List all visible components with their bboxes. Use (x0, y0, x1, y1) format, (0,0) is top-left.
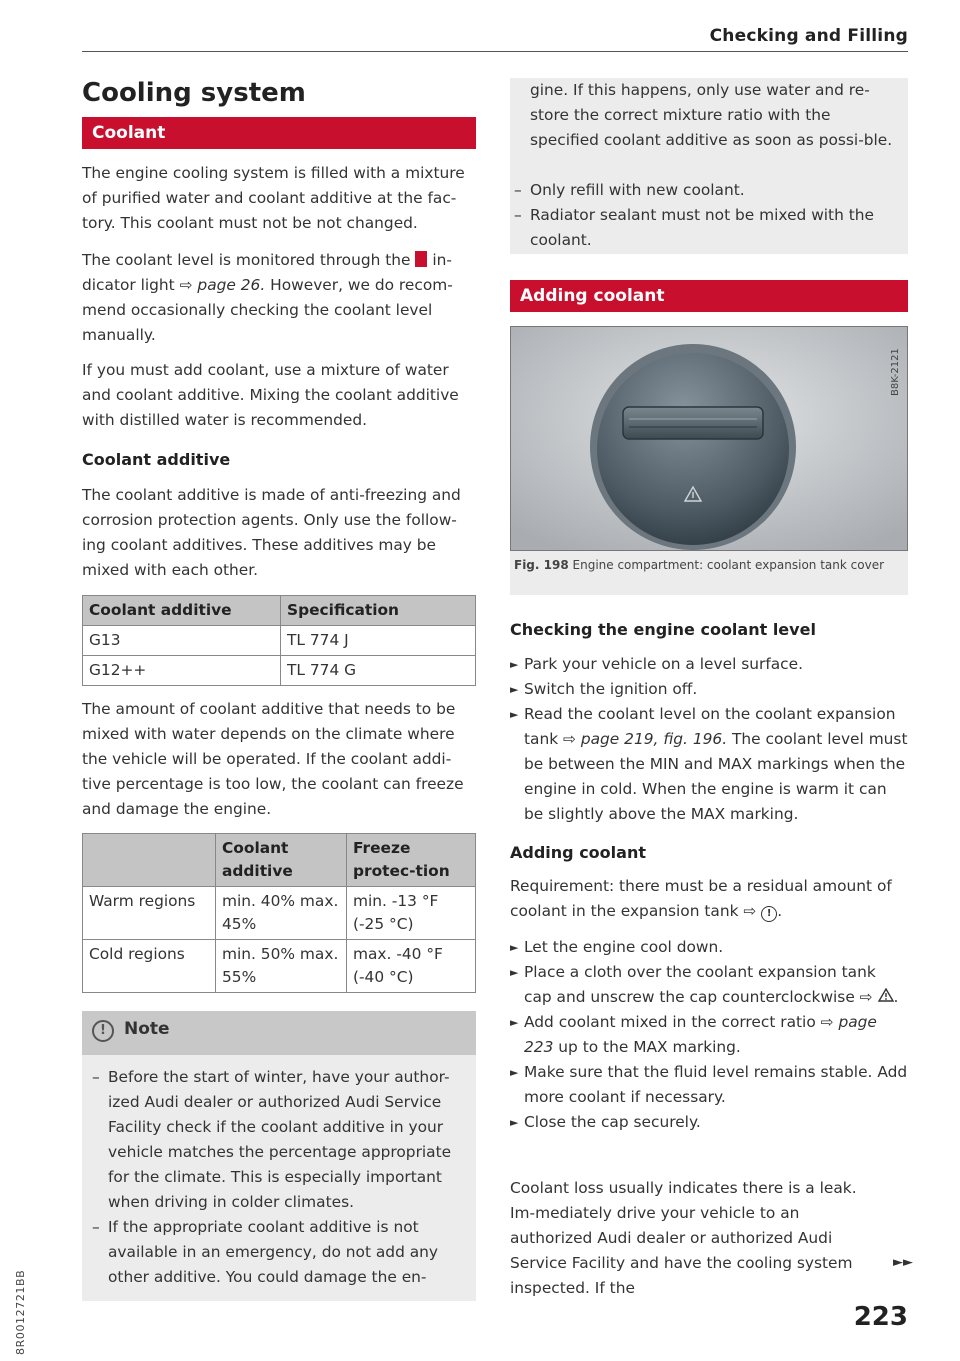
table-cell: min. -13 °F (-25 °C) (347, 887, 476, 940)
figure-code: B8K-2121 (890, 348, 901, 396)
table-cell: min. 40% max. 45% (216, 887, 347, 940)
climate-paragraph: The amount of coolant additive that needs to be mixed with water depends on the climate where the vehicle will be operated. If the coolant addi-tive percentage is too low, the coolant can freeze and damage the engine. (82, 700, 464, 818)
note-title: Note (124, 1019, 170, 1039)
table-cell: max. -40 °F (-40 °C) (347, 940, 476, 993)
leak-paragraph: Coolant loss usually indicates there is a leak. Im-mediately drive your vehicle to an authorized Audi dealer or authorized Audi Service Facility and have the cooling system inspected. If the (510, 1179, 857, 1297)
figure-caption: Fig. 198 Engine compartment: coolant expansion tank cover (514, 558, 885, 572)
list-item: – Radiator sealant must not be mixed with the coolant. (510, 203, 902, 253)
list-item: ► Place a cloth over the coolant expansion tank cap and unscrew the cap counterclockwise ⇨ . (510, 960, 908, 1010)
list-item: ► Park your vehicle on a level surface. (510, 652, 908, 677)
table-header: Coolant additive (83, 596, 281, 626)
caution-icon: ! (761, 906, 777, 922)
table-header: Coolant additive (216, 834, 347, 887)
warning-triangle-icon (878, 985, 894, 1010)
table-cell: G13 (83, 626, 281, 656)
list-item: – Only refill with new coolant. (510, 178, 902, 203)
caution-icon: ! (92, 1020, 114, 1042)
continue-arrow-icon: ►► (893, 1255, 913, 1270)
list-item: – If the appropriate coolant additive is not available in an emergency, do not add any other additive. You could damage the en- (88, 1215, 468, 1290)
page-number: 223 (853, 1302, 908, 1332)
table-header: Freeze protec-tion (347, 834, 476, 887)
table-cell: G12++ (83, 656, 281, 686)
list-item: – Before the start of winter, have your author-ized Audi dealer or authorized Audi Service Facility check if the coolant additive in your vehicle matches the percentage appropriate for the climate. This is especially important when driving in colder climates. (88, 1065, 468, 1215)
adding-coolant-bar: Adding coolant (510, 280, 908, 312)
table-header (83, 834, 216, 887)
header-rule (82, 51, 908, 52)
mixture-paragraph: If you must add coolant, use a mixture of water and coolant additive. Mixing the coolant additive with distilled water is recommended. (82, 361, 459, 429)
table-cell: min. 50% max. 55% (216, 940, 347, 993)
coolant-section-bar: Coolant (82, 117, 476, 149)
coolant-cap-figure (510, 326, 908, 551)
table-cell: TL 774 J (281, 626, 476, 656)
list-item: ► Switch the ignition off. (510, 677, 908, 702)
list-item: ► Add coolant mixed in the correct ratio ⇨ page 223 up to the MAX marking. (510, 1010, 908, 1060)
adding-steps (510, 935, 908, 1135)
intro-paragraph: The engine cooling system is filled with a mixture of purified water and coolant additive at the fac-tory. This coolant must not be not changed. (82, 164, 465, 232)
list-item: ► Close the cap securely. (510, 1110, 908, 1135)
table-cell: TL 774 G (281, 656, 476, 686)
adding-heading: Adding coolant (510, 843, 646, 862)
table-cell: Cold regions (83, 940, 216, 993)
monitor-paragraph: The coolant level is monitored through the in-dicator light ⇨ page 26. However, we do recom-mend occasionally checking the coolant level manually. (82, 251, 453, 344)
side-document-code: 8R0012721BB (14, 1269, 27, 1355)
list-item: ► Make sure that the fluid level remains stable. Add more coolant if necessary. (510, 1060, 908, 1110)
coolant-warning-indicator-icon (415, 251, 427, 267)
note-continuation-text: gine. If this happens, only use water and re-store the correct mixture ratio with the specified coolant additive as soon as possi-ble. (530, 81, 893, 149)
page-title: Cooling system (82, 78, 306, 108)
table-header: Specification (281, 596, 476, 626)
list-item: ► Read the coolant level on the coolant expansion tank ⇨ page 219, fig. 196. The coolant level must be between the MIN and MAX markings when the engine in cold. When the engine is warm it can be slightly above the MAX marking. (510, 702, 908, 827)
list-item: ► Let the engine cool down. (510, 935, 908, 960)
checking-heading: Checking the engine coolant level (510, 620, 816, 639)
note-continuation-list (510, 178, 902, 253)
checking-steps (510, 652, 908, 827)
table-cell: Warm regions (83, 887, 216, 940)
coolant-additive-heading: Coolant additive (82, 450, 231, 469)
note-list (88, 1065, 468, 1290)
section-header: Checking and Filling (709, 26, 908, 46)
freeze-protection-table (82, 833, 476, 993)
requirement-paragraph: Requirement: there must be a residual amount of coolant in the expansion tank ⇨ ! . (510, 877, 892, 920)
additive-paragraph: The coolant additive is made of anti-freezing and corrosion protection agents. Only use the follow-ing coolant additives. These additives may be mixed with each other. (82, 486, 461, 579)
additive-spec-table (82, 595, 476, 686)
coolant-cap-illustration (511, 327, 908, 551)
